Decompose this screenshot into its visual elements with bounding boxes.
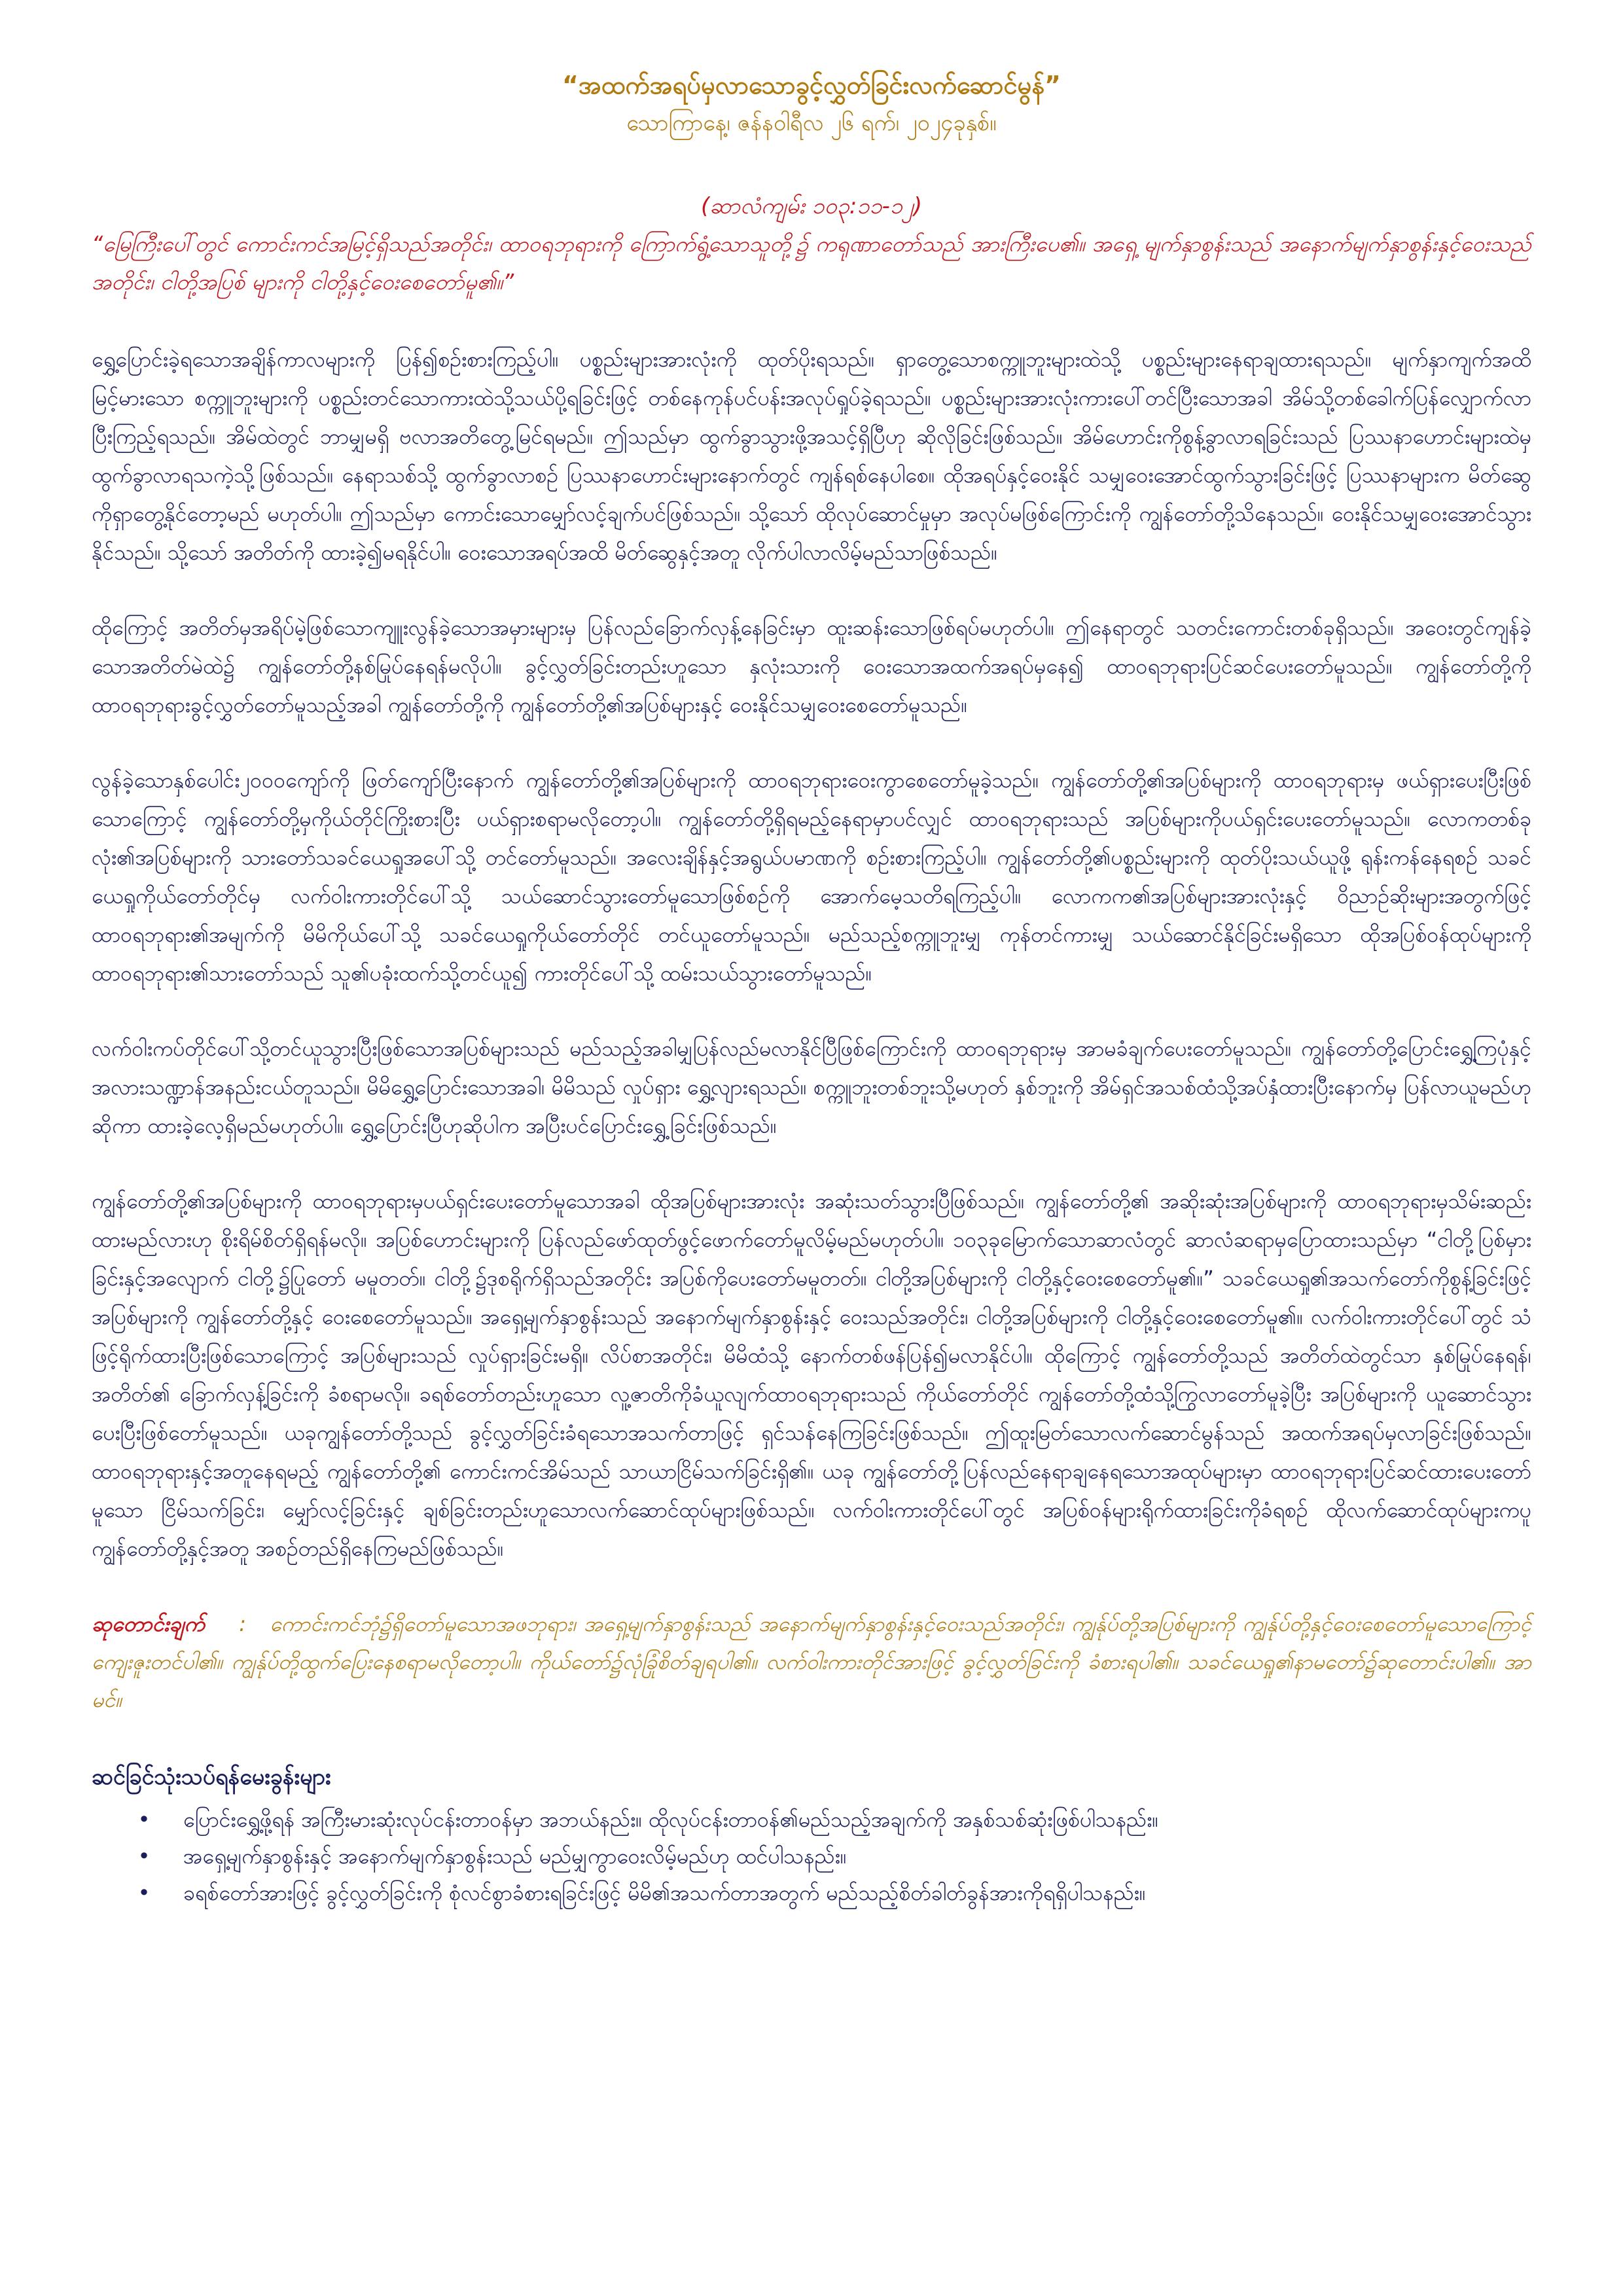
question-item [131, 1874, 1531, 1911]
body-paragraph-5: ကျွန်တော်တို့၏အပြစ်များကို ထာဝရဘုရားမှပယ်ရှင်းပေးတော်မူသောအခါ ထိုအပြစ်များအားလုံး အဆုံးသတ်သွားပြီဖြစ်သည်။ ကျွန်တော်တို့၏ အဆိုးဆုံးအပြစ်များကို ထာဝရဘုရားမှသိမ်းဆည်းထားမည်လားဟု စိုးရိမ်စိတ်ရှိရန်မလို။ အပြစ်ဟောင်းများကို ပြန်လည်ဖော်ထုတ်ဖွင့်ဖောက်တော်မူလိမ့်မည်မဟုတ်ပါ။ ၁၀၃ခုမြောက်သောဆာလံတွင် ဆာလံဆရာမှပြောထားသည်မှာ “ငါတို့ပြစ်မှားခြင်းနှင့်အလျောက် ငါတို့၌ပြုတော် မမူတတ်။ ငါတို့၌ဒုစရိုက်ရှိသည်အတိုင်း အပြစ်ကိုပေးတော်မမူတတ်။ ငါတို့အပြစ်များကို ငါတို့နှင့်ဝေးစေတော်မူ၏။” သခင်ယေရှု၏အသက်တော်ကိုစွန့်ခြင်းဖြင့် အပြစ်များကို ကျွန်တော်တို့နှင့် ဝေးစေတော်မူသည်။ အရှေ့မျက်နှာစွန်းသည် အနောက်မျက်နှာစွန်းနှင့် ဝေးသည်အတိုင်း၊ ငါတို့အပြစ်များကို ငါတို့နှင့်ဝေးစေတော်မူ၏။ လက်ဝါးကားတိုင်ပေါ်တွင် သံဖြင့်ရိုက်ထားပြီးဖြစ်သောကြောင့် အပြစ်များသည် လှုပ်ရှားခြင်းမရှိ။ လိပ်စာအတိုင်း၊ မိမိထံသို့ နောက်တစ်ဖန်ပြန်၍မလာနိုင်ပါ။ ထိုကြောင့် ကျွန်တော်တို့သည် အတိတ်ထဲတွင်သာ နှစ်မြုပ်နေရန်၊ အတိတ်၏ ခြောက်လှန့်ခြင်းကို ခံစရာမလို။ ခရစ်တော်တည်းဟူသော လူ့ဇာတိကိုခံယူလျက်ထာဝရဘုရားသည် ကိုယ်တော်တိုင် ကျွန်တော်တို့ထံသို့ကြွလာတော်မူခဲ့ပြီး အပြစ်များကို ယူဆောင်သွားပေးပြီးဖြစ်တော်မူသည်။ ယခုကျွန်တော်တို့သည် ခွင့်လွှတ်ခြင်းခံရသောအသက်တာဖြင့် ရှင်သန်နေကြခြင်းဖြစ်သည်။ ဤထူးမြတ်သောလက်ဆောင်မွန်သည် အထက်အရပ်မှလာခြင်းဖြစ်သည်။ ထာဝရဘုရားနှင့်အတူနေရမည့် ကျွန်တော်တို့၏ ကောင်းကင်အိမ်သည် သာယာငြိမ်သက်ခြင်းရှိ၏။ ယခု ကျွန်တော်တို့ပြန်လည်နေရာချနေရသောအထုပ်များမှာ ထာဝရဘုရားပြင်ဆင်ထားပေးတော်မူသော ငြိမ်သက်ခြင်း၊ မျှော်လင့်ခြင်းနှင့် ချစ်ခြင်းတည်းဟူသောလက်ဆောင်ထုပ်များဖြစ်သည်။ လက်ဝါးကားတိုင်ပေါ်တွင် အပြစ်ဝန်များရိုက်ထားခြင်းကိုခံရစဉ် ထိုလက်ဆောင်ထုပ်များကပူ ကျွန်တော်တို့နှင့်အတူ အစဉ်တည်ရှိနေကြမည်ဖြစ်သည်။ [92, 1189, 1531, 1561]
question-item [131, 1801, 1531, 1838]
question-text: အရှေ့မျက်နှာစွန်းနှင့် အနောက်မျက်နှာစွန်းသည် မည်မျှကွာဝေးလိမ့်မည်ဟု ထင်ပါသနည်း။ [183, 1844, 847, 1869]
questions-heading: ဆင်ခြင်သုံးသပ်ရန်မေးခွန်းများ [92, 1764, 331, 1790]
bullet-icon: • [137, 1880, 151, 1905]
prayer-text: ကောင်းကင်ဘုံ၌ရှိတော်မူသောအဖဘုရား၊ အရှေ့မျက်နှာစွန်းသည် အနောက်မျက်နှာစွန်းနှင့်ဝေးသည်အတိုင်း၊ ကျွန်ုပ်တို့အပြစ်များကို ကျွန်ုပ်တို့နှင့်ဝေးစေတော်မူသောကြောင့် ကျေးဇူးတင်ပါ၏။ ကျွန်ုပ်တို့ထွက်ပြေးနေစရာမလိုတော့ပါ။ ကိုယ်တော်၌လုံခြုံစိတ်ချရပါ၏။ လက်ဝါးကားတိုင်အားဖြင့် ခွင့်လွှတ်ခြင်းကို ခံစားရပါ၏။ သခင်ယေရှု၏နာမတော်၌ဆုတောင်းပါ၏။ အာမင်။ [92, 1611, 1532, 1712]
prayer-label: ဆုတောင်းချက် [92, 1611, 205, 1636]
bullet-icon: • [137, 1807, 151, 1832]
body-paragraph-3: လွန်ခဲ့သောနှစ်ပေါင်း၂၀၀၀ကျော်ကို ဖြတ်ကျော်ပြီးနောက် ကျွန်တော်တို့၏အပြစ်များကို ထာဝရဘုရားဝေးကွာစေတော်မူခဲ့သည်။ ကျွန်တော်တို့၏အပြစ်များကို ထာဝရဘုရားမှ ဖယ်ရှားပေးပြီးဖြစ်သောကြောင့် ကျွန်တော်တို့မှကိုယ်တိုင်ကြိုးစားပြီး ပယ်ရှားစရာမလိုတော့ပါ။ ကျွန်တော်တို့ရှိရမည့်နေရာမှာပင်လျှင် ထာဝရဘုရားသည် အပြစ်များကိုပယ်ရှင်းပေးတော်မူသည်။ လောကတစ်ခုလုံး၏အပြစ်များကို သားတော်သခင်ယေရှုအပေါ်သို့ တင်တော်မူသည်။ အလေးချိန်နှင့်အရွယ်ပမာဏကို စဉ်းစားကြည့်ပါ။ ကျွန်တော်တို့၏ပစ္စည်းများကို ထုတ်ပိုးသယ်ယူဖို့ ရုန်းကန်နေရစဉ် သခင်ယေရှုကိုယ်တော်တိုင်မှ လက်ဝါးကားတိုင်ပေါ်သို့ သယ်ဆောင်သွားတော်မူသောဖြစ်စဉ်ကို အောက်မေ့သတိရကြည့်ပါ။ လောကက၏အပြစ်များအားလုံးနှင့် ဝိညာဉ်ဆိုးများအတွက်ဖြင့် ထာဝရဘုရား၏အမျက်ကို မိမိကိုယ်ပေါ်သို့ သခင်ယေရှုကိုယ်တော်တိုင် တင်ယူတော်မူသည်။ မည်သည့်စက္ကူဘူးမျှ ကုန်တင်ကားမျှ သယ်ဆောင်နိုင်ခြင်းမရှိသော ထိုအပြစ်ဝန်ထုပ်များကို ထာဝရဘုရား၏သားတော်သည် သူ၏ပခုံးထက်သို့တင်ယူ၍ ကားတိုင်ပေါ်သို့ ထမ်းသယ်သွားတော်မူသည်။ [92, 768, 1531, 986]
devotional-date: သောကြာနေ့၊ ဇန်နဝါရီလ ၂၆ ရက်၊ ၂၀၂၄ခုနှစ်။ [626, 110, 997, 136]
document-page [92, 65, 1531, 2238]
verse-text: “မြေကြီးပေါ်တွင် ကောင်းကင်အမြင့်ရှိသည်အတိုင်း၊ ထာဝရဘုရားကို ကြောက်ရွံ့သောသူတို့၌ ကရုဏာတော်သည် အားကြီးပေ၏။ အရှေ့ မျက်နှာစွန်းသည် အနောက်မျက်နှာစွန်းနှင့်ဝေးသည်အတိုင်း၊ ငါတို့အပြစ် များကို ငါတို့နှင့်ဝေးစေတော်မူ၏။” [92, 231, 1531, 295]
body-paragraph-4: လက်ဝါးကပ်တိုင်ပေါ်သို့တင်ယူသွားပြီးဖြစ်သောအပြစ်များသည် မည်သည့်အခါမျှပြန်လည်မလာနိုင်ပြီဖြစ်ကြောင်းကို ထာဝရဘုရားမှ အာမခံချက်ပေးတော်မူသည်။ ကျွန်တော်တို့ပြောင်းရွှေ့ကြပုံနှင့် အလားသဏ္ဍာန်အနည်းငယ်တူသည်။ မိမိရွှေ့ပြောင်းသောအခါ၊ မိမိသည် လှုပ်ရှား ရွှေ့လျားရသည်။ စက္ကူဘူးတစ်ဘူးသို့မဟုတ် နှစ်ဘူးကို အိမ်ရှင်အသစ်ထံသို့အပ်နှံထားပြီးနောက်မှ ပြန်လာယူမည်ဟုဆိုကာ ထားခဲ့လေ့ရှိမည်မဟုတ်ပါ။ ရွှေ့ပြောင်းပြီဟုဆိုပါက အပြီးပင်ပြောင်းရွှေ့ခြင်းဖြစ်သည်။ [92, 1036, 1531, 1138]
prayer-colon: : [239, 1611, 247, 1636]
questions-list [92, 1801, 1531, 1911]
bullet-icon: • [137, 1844, 151, 1869]
verse-reference: (ဆာလံကျမ်း ၁၀၃:၁၁-၁၂) [701, 193, 922, 219]
question-text: ပြောင်းရွှေ့ဖို့ရန် အကြီးမားဆုံးလုပ်ငန်းတာဝန်မှာ အဘယ်နည်း။ ထိုလုပ်ငန်းတာဝန်၏မည်သည့်အချက်ကို အနှစ်သစ်ဆုံးဖြစ်ပါသနည်း။ [183, 1807, 1158, 1832]
body-paragraph-1: ရွှေ့ပြောင်းခဲ့ရသောအချိန်ကာလများကို ပြန်၍စဉ်းစားကြည့်ပါ။ ပစ္စည်းများအားလုံးကို ထုတ်ပိုးရသည်။ ရှာတွေ့သောစက္ကူဘူးများထဲသို့ ပစ္စည်းများနေရာချထားရသည်။ မျက်နှာကျက်အထိမြင့်မားသော စက္ကူဘူးများကို ပစ္စည်းတင်သောကားထဲသို့သယ်ပို့ရခြင်းဖြင့် တစ်နေကုန်ပင်ပန်းအလုပ်ရှုပ်ခဲ့ရသည်။ ပစ္စည်းများအားလုံးကားပေါ်တင်ပြီးသောအခါ အိမ်သို့တစ်ခေါက်ပြန်လျှောက်လာပြီးကြည့်ရသည်။ အိမ်ထဲတွင် ဘာမျှမရှိ ဗလာအတိတွေ့မြင်ရမည်။ ဤသည်မှာ ထွက်ခွာသွားဖို့အသင့်ရှိပြီဟု ဆိုလိုခြင်းဖြစ်သည်။ အိမ်ဟောင်းကိုစွန့်ခွာလာရခြင်းသည် ပြဿနာဟောင်းများထဲမှ ထွက်ခွာလာရသကဲ့သို့ဖြစ်သည်။ နေရာသစ်သို့ ထွက်ခွာလာစဉ် ပြဿနာဟောင်းများနောက်တွင် ကျန်ရစ်နေပါစေ။ ထိုအရပ်နှင့်ဝေးနိုင် သမျှဝေးအောင်ထွက်သွားခြင်းဖြင့် ပြဿနာများက မိတ်ဆွေကိုရှာတွေ့နိုင်တော့မည် မဟုတ်ပါ။ ဤသည်မှာ ကောင်းသောမျှော်လင့်ချက်ပင်ဖြစ်သည်။ သို့သော် ထိုလုပ်ဆောင်မှုမှာ အလုပ်မဖြစ်ကြောင်းကို ကျွန်တော်တို့သိနေသည်။ ဝေးနိုင်သမျှဝေးအောင်သွားနိုင်သည်။ သို့သော် အတိတ်ကို ထားခဲ့၍မရနိုင်ပါ။ ဝေးသောအရပ်အထိ မိတ်ဆွေနှင့်အတူ လိုက်ပါလာလိမ့်မည်သာဖြစ်သည်။ [92, 347, 1531, 565]
body-paragraph-2: ထိုကြောင့် အတိတ်မှအရိပ်မဲ့ဖြစ်သောကျူးလွန်ခဲ့သောအမှားများမှ ပြန်လည်ခြောက်လှန့်နေခြင်းမှာ ထူးဆန်းသောဖြစ်ရပ်မဟုတ်ပါ။ ဤနေရာတွင် သတင်းကောင်းတစ်ခုရှိသည်။ အဝေးတွင်ကျန်ခဲ့သောအတိတ်မဲထဲ၌ ကျွန်တော်တို့နစ်မြုပ်နေရန်မလိုပါ။ ခွင့်လွှတ်ခြင်းတည်းဟူသော နှလုံးသားကို ဝေးသောအထက်အရပ်မှနေ၍ ထာဝရဘုရားပြင်ဆင်ပေးတော်မူသည်။ ကျွန်တော်တို့ကို ထာဝရဘုရားခွင့်လွှတ်တော်မူသည့်အခါ ကျွန်တော်တို့ကို ကျွန်တော်တို့၏အပြစ်များနှင့် ဝေးနိုင်သမျှဝေးစေတော်မူသည်။ [92, 615, 1531, 717]
prayer-block [92, 1605, 1531, 1719]
question-item [131, 1838, 1531, 1874]
devotional-title: “အထက်အရပ်မှလာသောခွင့်လွှတ်ခြင်းလက်ဆောင်မွန်” [562, 71, 1061, 99]
question-text: ခရစ်တော်အားဖြင့် ခွင့်လွှတ်ခြင်းကို စုံလင်စွာခံစားရခြင်းဖြင့် မိမိ၏အသက်တာအတွက် မည်သည့်စိတ်ခါတ်ခွန်အားကိုရရှိပါသနည်း။ [183, 1880, 1146, 1905]
